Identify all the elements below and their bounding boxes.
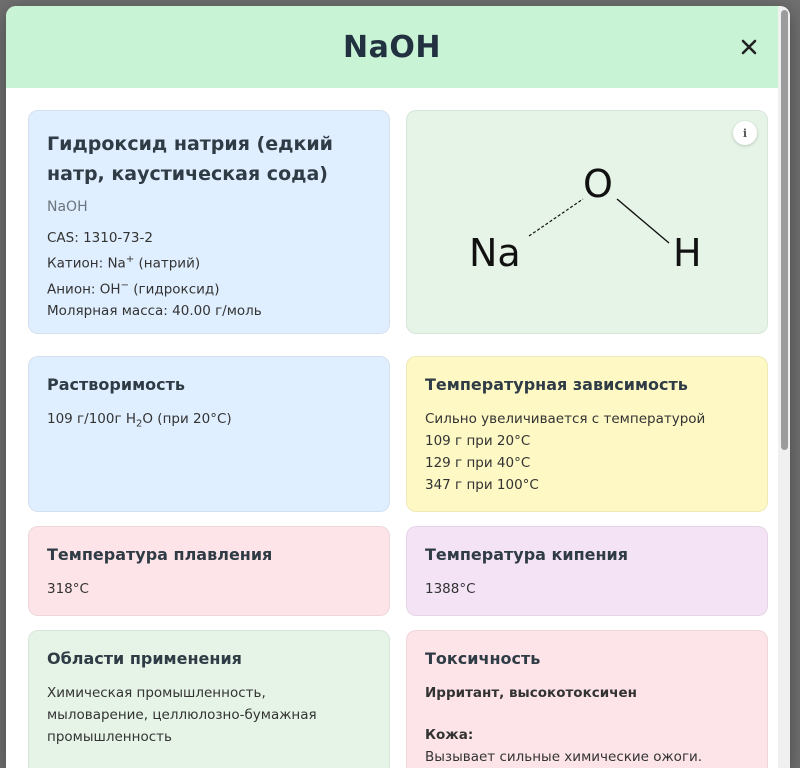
applications-title: Области применения (47, 649, 242, 668)
temp-dependence-card (406, 356, 768, 512)
applications-text: Химическая промышленность, мыловарение, целлюлозно-бумажная промышленность (47, 685, 317, 745)
boiling-point-card (406, 526, 768, 616)
solubility-title: Растворимость (47, 375, 186, 394)
close-icon (741, 39, 757, 55)
modal-scrollbar[interactable] (778, 6, 790, 768)
substance-name: Гидроксид натрия (едкий натр, каустическая сода) (47, 133, 333, 185)
substance-modal (6, 6, 790, 768)
info-icon: i (742, 126, 748, 140)
melting-point-title: Температура плавления (47, 545, 273, 564)
cation-name: (натрий) (138, 255, 201, 272)
toxicity-card (406, 630, 768, 768)
atom-na: Na (469, 231, 521, 275)
cas-value: 1310-73-2 (83, 230, 153, 246)
toxicity-skin-text: Вызывает сильные химические ожоги. (425, 749, 703, 765)
cas-line (47, 227, 371, 249)
cas-label: CAS: (47, 230, 79, 246)
close-button[interactable] (736, 34, 762, 60)
scrollbar-thumb[interactable] (781, 10, 788, 450)
solubility-value: 109 г/100г $H_2O$ (при 20°C) (47, 411, 232, 430)
atom-h: H (673, 231, 702, 275)
solubility-card (28, 356, 390, 512)
structure-card (406, 110, 768, 334)
toxicity-summary: Ирритант, высокотоксичен (425, 685, 637, 701)
modal-content (6, 88, 778, 768)
temp-dependence-line: 129 г при 40°C (425, 455, 531, 471)
cation-label: Катион: (47, 255, 104, 272)
melting-point-card (28, 526, 390, 616)
anion-ion: OH (99, 281, 121, 297)
identity-card (28, 110, 390, 334)
temp-dependence-line: 347 г при 100°C (425, 477, 539, 493)
cation-line (47, 249, 371, 275)
atom-o: O (583, 162, 613, 206)
applications-card (28, 630, 390, 768)
temp-dependence-line: 109 г при 20°C (425, 433, 531, 449)
cation-ion: Na (107, 255, 126, 272)
anion-charge: − (120, 279, 129, 291)
boiling-point-value: 1388°C (425, 581, 476, 597)
cation-charge: + (125, 254, 135, 265)
toxicity-skin-label: Кожа: (425, 727, 474, 743)
substance-formula: NaOH (47, 199, 88, 215)
boiling-point-title: Температура кипения (425, 545, 629, 564)
toxicity-title: Токсичность (425, 649, 541, 668)
covalent-bond (617, 199, 669, 243)
temp-dependence-line: Сильно увеличивается с температурой (425, 411, 706, 427)
anion-label: Анион: (47, 281, 96, 297)
molar-mass: Молярная масса: 40.00 г/моль (47, 303, 262, 319)
modal-title: NaOH (343, 29, 441, 65)
ionic-bond (529, 199, 583, 236)
melting-point-value: 318°C (47, 581, 89, 597)
temp-dependence-title: Температурная зависимость (425, 375, 688, 394)
anion-name: (гидроксид) (133, 281, 220, 297)
molecule-structure (407, 111, 769, 335)
modal-header (6, 6, 778, 88)
anion-line (47, 275, 371, 301)
